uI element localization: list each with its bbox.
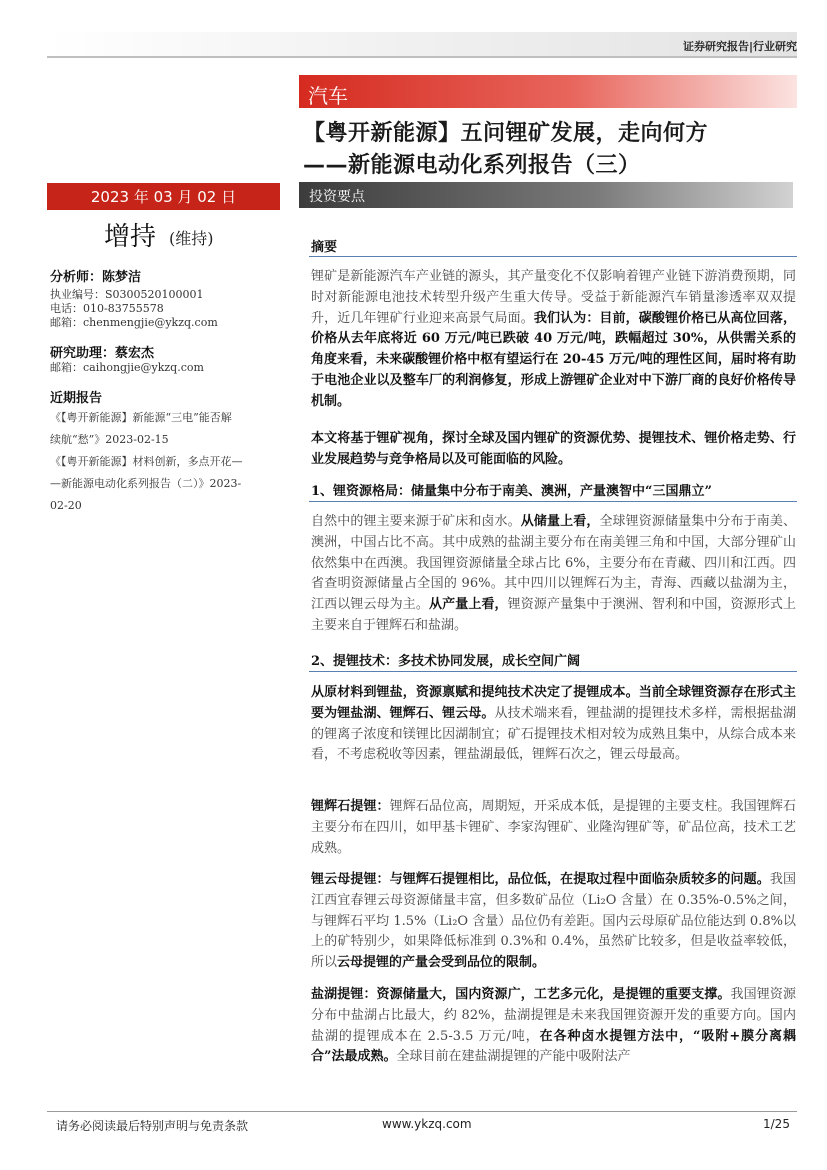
analyst-heading: 分析师：陈梦洁 [50,270,142,285]
rating-main: 增持 [104,222,157,252]
report-type-label: 证券研究报告|行业研究 [682,40,797,53]
footer-website[interactable]: www.ykzq.com [382,1117,472,1131]
abstract-heading: 摘要 [311,240,338,255]
assistant-heading: 研究助理：蔡宏杰 [50,346,155,361]
footer-disclaimer[interactable]: 请务必阅读最后特别声明与免责条款 [56,1119,249,1133]
rating-sub: (维持) [169,229,214,248]
report-title-line1: 【粤开新能源】五问锂矿发展，走向何方 [303,121,709,146]
section-2-paragraph-4: 盐湖提锂：资源储量大，国内资源广，工艺多元化，是提锂的重要支撑。我国锂资源分布中盐湖占比最大，约 82%，盐湖提锂是未来我国锂资源开发的重要方向。国内盐湖的提锂成本在 2.5-3.5 万元/吨，在各种卤水提锂方法中，“吸附+膜分离耦合”法最成熟。全球目前在建盐湖提锂的产能中吸附法产 [311,987,797,1065]
analyst-name: 陈梦洁 [102,270,142,285]
section-2-paragraph-1: 从原材料到锂盐，资源禀赋和提纯技术决定了提锂成本。当前全球锂资源存在形式主要为锂盐湖、锂辉石、锂云母。从技术端来看，锂盐湖的提锂技术多样，需根据盐湖的锂离子浓度和镁锂比因湖制宜；矿石提锂技术相对较为成熟且集中，从综合成本来看，不考虑税收等因素，锂盐湖最低，锂辉石次之，锂云母最高。 [311,685,796,763]
section-1-heading: 1、锂资源格局：储量集中分布于南美、澳洲，产量澳智中“三国鼎立” [311,484,713,499]
assistant-email[interactable]: 邮箱：caihongjie@ykzq.com [50,361,204,374]
invest-banner [299,182,793,208]
recent-report-1[interactable]: 《【粤开新能源】新能源“三电”能否解 续航“愁”》2023-02-15 [50,411,232,446]
section-1-paragraph: 自然中的锂主要来源于矿床和卤水。从储量上看，全球锂资源储量集中分布于南美、澳洲，中国占比不高。其中成熟的盐湖主要分布在南美锂三角和中国，大部分锂矿山依然集中在西澳。我国锂资源储量全球占比 6%，主要分布在青藏、四川和江西。四省查明资源储量占全国的 96%。其中四川以锂辉石为主，青海、西藏以盐湖为主，江西以锂云母为主。从产量上看，锂资源产量集中于澳洲、智利和中国，资源形式上主要来自于锂辉石和盐湖。 [311,514,796,633]
footer-page-number: 1/25 [763,1117,790,1131]
invest-label: 投资要点 [309,189,365,205]
sector-banner [299,75,797,108]
section-2-paragraph-2: 锂辉石提锂：锂辉石品位高，周期短，开采成本低，是提锂的主要支柱。我国锂辉石主要分布在四川，如甲基卡锂矿、李家沟锂矿、业隆沟锂矿等，矿品位高，技术工艺成熟。 [311,799,796,856]
analyst-email[interactable]: 邮箱：chenmengjie@ykzq.com [50,316,218,329]
footer-divider [47,1111,797,1112]
analyst-cert: 执业编号：S0300520100001 [50,288,204,301]
report-date: 2023 年 03 月 02 日 [90,188,237,206]
recent-reports-heading: 近期报告 [50,391,103,406]
abstract-paragraph-1: 锂矿是新能源汽车产业链的源头，其产量变化不仅影响着锂产业链下游消费预期，同时对新能源电池技术转型升级产生重大传导。受益于新能源汽车销量渗透率双双提升，近几年锂矿行业迎来高景气局面。我们认为：目前，碳酸锂价格已从高位回落，价格从去年底将近 60 万元/吨已跌破 40 万元/吨，跌幅超过 30%，从供需关系的角度来看，未来碳酸锂价格中枢有望运行在 20-45 万元/吨的理性区间，届时将有助于电池企业以及整车厂的利润修复，形成上游锂矿企业对中下游厂商的良好价格传导机制。 [311,269,796,409]
section-2-rule [309,671,797,672]
section-2-heading: 2、提锂技术：多技术协同发展，成长空间广阔 [311,654,581,669]
section-1-rule [309,501,797,502]
abstract-rule [309,256,797,257]
sector-label: 汽车 [308,84,348,108]
assistant-name: 蔡宏杰 [115,346,155,361]
section-2-paragraph-3: 锂云母提锂：与锂辉石提锂相比，品位低，在提取过程中面临杂质较多的问题。我国江西宜春锂云母资源储量丰富，但多数矿品位（Li₂O 含量）在 0.35%-0.5%之间，与锂辉石平均 1.5%（Li₂O 含量）品位仍有差距。国内云母原矿品位能达到 0.8%以上的矿特别少，如果降低标准到 0.3%和 0.4%，虽然矿比较多，但是收益率较低，所以云母提锂的产量会受到品位的限制。 [311,872,796,971]
abstract-paragraph-2: 本文将基于锂矿视角，探讨全球及国内锂矿的资源优势、提锂技术、锂价格走势、行业发展趋势与竞争格局以及可能面临的风险。 [311,431,796,467]
analyst-phone: 电话：010-83755578 [50,302,164,315]
report-title-line2: ——新能源电动化系列报告（三） [303,153,641,178]
header-divider [47,56,797,58]
recent-report-2[interactable]: 《【粤开新能源】材料创新，多点开花— —新能源电动化系列报告（二）》2023- 02-20 [50,455,243,512]
